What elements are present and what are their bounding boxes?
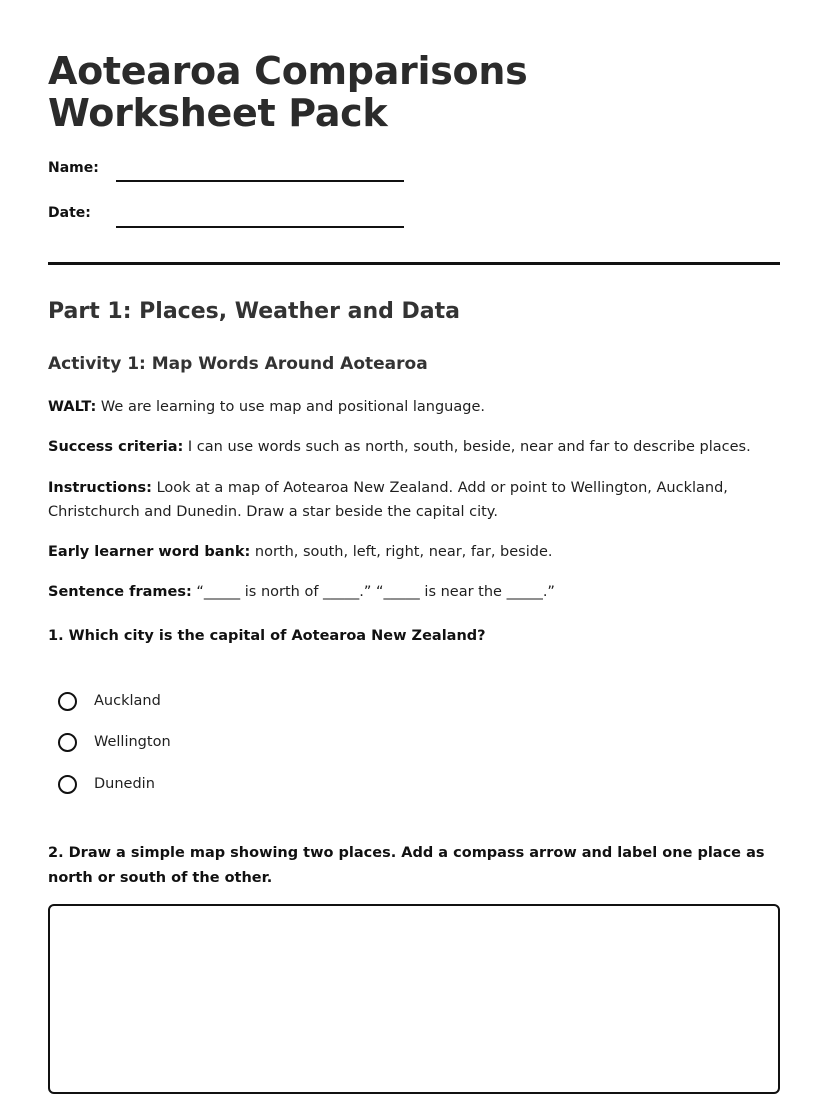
activity1-heading: Activity 1: Map Words Around Aotearoa — [48, 354, 428, 374]
walt-label: WALT: — [48, 399, 97, 415]
word-bank-label: Early learner word bank: — [48, 544, 251, 560]
sentence-frames-label: Sentence frames: — [48, 584, 192, 600]
instructions-paragraph — [48, 476, 780, 524]
option-label: Auckland — [94, 693, 161, 709]
sentence-frames-paragraph — [48, 580, 780, 604]
date-field[interactable] — [116, 226, 404, 228]
walt-text: We are learning to use map and positional language. — [96, 399, 485, 415]
question-2: 2. Draw a simple map showing two places. Add a compass arrow and label one place as north or south of the other. — [48, 845, 765, 886]
name-label: Name: — [48, 160, 99, 176]
option-auckland[interactable] — [58, 688, 161, 714]
worksheet-title: Aotearoa Comparisons Worksheet Pack — [48, 49, 528, 135]
part1-heading: Part 1: Places, Weather and Data — [48, 299, 460, 324]
option-label: Dunedin — [94, 776, 155, 792]
option-wellington[interactable] — [58, 729, 171, 755]
radio-button[interactable] — [58, 733, 77, 752]
name-field[interactable] — [116, 180, 404, 182]
radio-button[interactable] — [58, 775, 77, 794]
option-label: Wellington — [94, 734, 171, 750]
section-divider — [48, 262, 780, 265]
date-label: Date: — [48, 205, 91, 221]
success-criteria-text: I can use words such as north, south, beside, near and far to describe places. — [183, 439, 751, 455]
drawing-area[interactable] — [48, 904, 780, 1094]
word-bank-paragraph — [48, 540, 780, 564]
instructions-label: Instructions: — [48, 480, 152, 496]
sentence-frames-text: “_____ is north of _____.” “_____ is near the _____.” — [191, 584, 555, 600]
success-criteria-paragraph — [48, 435, 780, 459]
word-bank-text: north, south, left, right, near, far, beside. — [250, 544, 553, 560]
walt-paragraph — [48, 395, 780, 419]
option-dunedin[interactable] — [58, 771, 155, 797]
radio-button[interactable] — [58, 692, 77, 711]
success-criteria-label: Success criteria: — [48, 439, 184, 455]
question-1: 1. Which city is the capital of Aotearoa New Zealand? — [48, 628, 486, 644]
instructions-text: Look at a map of Aotearoa New Zealand. Add or point to Wellington, Auckland, Christchurch and Dunedin. Draw a star beside the capital city. — [48, 480, 728, 520]
